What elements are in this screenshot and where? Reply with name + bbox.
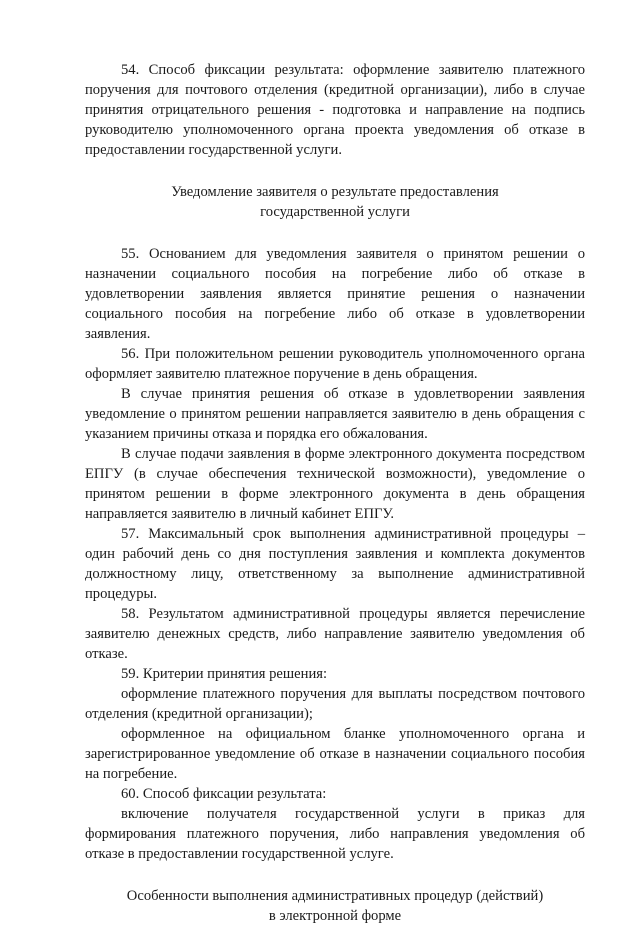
heading-line-2: государственной услуги <box>260 204 410 220</box>
paragraph-60-method: включение получателя государственной услуги в приказ для формирования платежного поручения, либо направления уведомления об отказе в предоставлении государственной услуге. <box>85 806 585 862</box>
paragraph-59-criterion-2: оформленное на официальном бланке уполномоченного органа и зарегистрированное уведомление об отказе в назначении социального пособия на погребение. <box>85 726 585 782</box>
paragraph-60: 60. Способ фиксации результата: <box>121 786 327 802</box>
paragraph-56: 56. При положительном решении руководитель уполномоченного органа оформляет заявителю платежное поручение в день обращения. <box>85 346 585 382</box>
section-heading-electronic <box>85 886 585 926</box>
paragraph-54: 54. Способ фиксации результата: оформление заявителю платежного поручения для почтового отделения (кредитной организации), либо в случае принятия отрицательного решения - подготовка и направление на подпись руководителю уполномоченного органа проекта уведомления об отказе в предоставлении государственной услуги. <box>85 62 585 158</box>
paragraph-55: 55. Основанием для уведомления заявителя о принятом решении о назначении социального пособия на погребение либо об отказе в удовлетворении заявления является принятие решения о назначении социального пособия на погребение либо об отказе в удовлетворении заявления. <box>85 246 585 342</box>
document-page <box>85 60 585 926</box>
paragraph-56-electronic: В случае подачи заявления в форме электронного документа посредством ЕПГУ (в случае обеспечения технической возможности), уведомление о принятом решении в форме электронного документа в день обращения направляется заявителю в личный кабинет ЕПГУ. <box>85 446 585 522</box>
paragraph-56-refusal: В случае принятия решения об отказе в удовлетворении заявления уведомление о принятом решении направляется заявителю в день обращения с указанием причины отказа и порядка его обжалования. <box>85 386 585 442</box>
heading-line-1: Особенности выполнения административных процедур (действий) <box>126 888 544 904</box>
paragraph-57: 57. Максимальный срок выполнения административной процедуры – один рабочий день со дня поступления заявления и комплекта документов должностному лицу, ответственному за выполнение административной процедуры. <box>85 526 585 602</box>
heading-line-1: Уведомление заявителя о результате предоставления <box>171 184 499 200</box>
paragraph-58: 58. Результатом административной процедуры является перечисление заявителю денежных средств, либо направление заявителю уведомления об отказе. <box>85 606 585 662</box>
paragraph-59-criterion-1: оформление платежного поручения для выплаты посредством почтового отделения (кредитной организации); <box>85 686 585 722</box>
paragraph-59: 59. Критерии принятия решения: <box>121 666 328 682</box>
section-heading-notification <box>85 182 585 222</box>
heading-line-2: в электронной форме <box>268 908 402 924</box>
